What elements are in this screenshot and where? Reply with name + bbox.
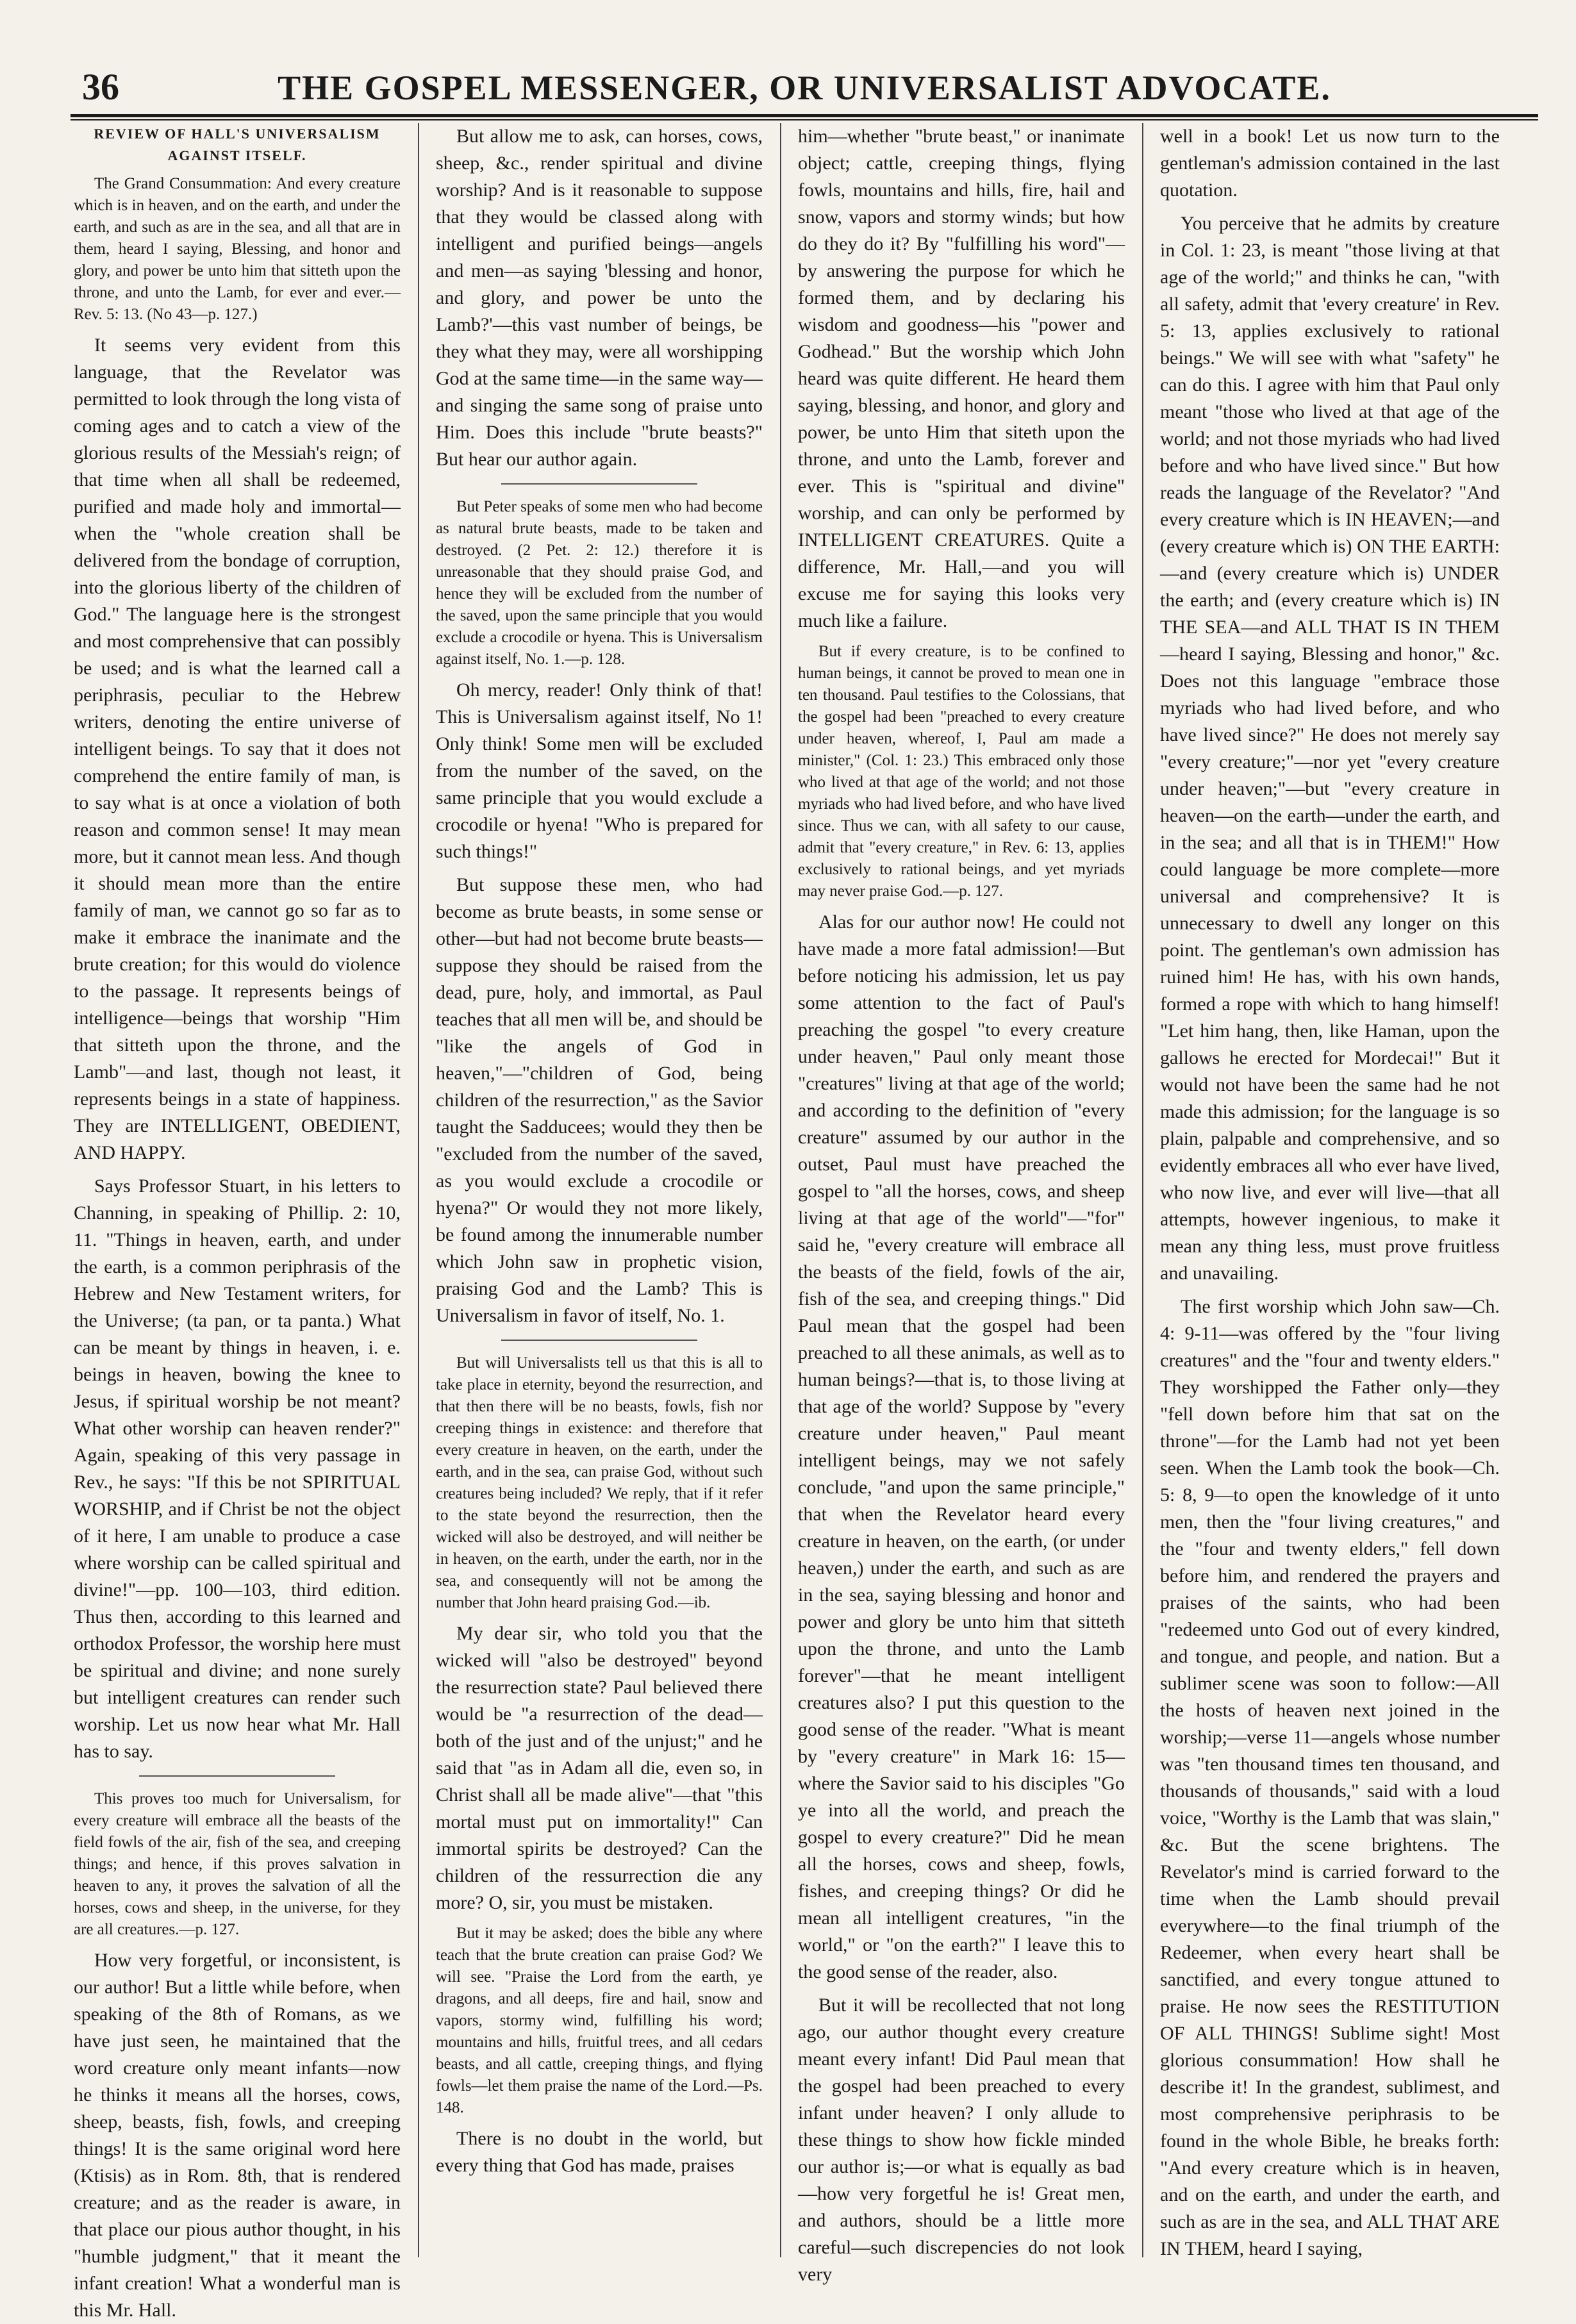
paragraph: It seems very evident from this language, that the Revelator was permitted to look through the long vista of coming ages and to catch a view of the glorious results of the Messiah's reign; of that time when all shall be redeemed, purified and made holy and immortal—when the "whole creation shall be delivered from the bondage of corruption, into the glorious liberty of the children of God." The language here is the strongest and most comprehensive that can possibly be used; and is what the learned call a periphrasis, peculiar to the Hebrew writers, denoting the entire universe of intelligent beings. To say that it does not comprehend the entire family of man, is to say what is at once a violation of both reason and common sense! It may mean more, but it cannot mean less. And though it should mean more than the entire family of man, we cannot go so far as to make it embrace the inanimate and the brute creation; for this would do violence to the passage. It represents beings of intelligence—beings that worship "Him that sitteth upon the throne, and the Lamb"—and last, though not least, it represents beings in a state of happiness. They are INTELLIGENT, OBEDIENT, AND HAPPY. xyxy=(74,335,401,1163)
masthead-rule-thick xyxy=(71,114,1538,117)
column-1 xyxy=(74,123,401,2321)
page-number: 36 xyxy=(82,66,119,108)
masthead-rule-thin xyxy=(71,119,1538,120)
paragraph: But allow me to ask, can horses, cows, sheep, &c., render spiritual and divine worship? And is it reasonable to suppose that they would be classed along with intelligent and purified beings—angels and men—as saying 'blessing and honor, and glory, and power be unto the Lamb?'—this vast number of beings, be they what they may, were all worshipping God at the same time—in the same way—and singing the same song of praise unto Him. Does this include "brute beasts?" But hear our author again. xyxy=(436,126,763,470)
paragraph: Says Professor Stuart, in his letters to Channing, in speaking of Phillip. 2: 10, 11. "Things in heaven, earth, and under the earth, is a common periphrasis of the Hebrew and New Testament writers, for the Universe; (ta pan, or ta panta.) What can be meant by things in heaven, i. e. beings in heaven, bowing the knee to Jesus, if spiritual worship be not meant? What other worship can heaven render?" Again, speaking of this very passage in Rev., he says: "If this be not SPIRITUAL WORSHIP, and if Christ be not the object of it here, I am unable to produce a case where worship can be called spiritual and divine!"—pp. 100—103, third edition. Thus then, according to this learned and orthodox Professor, the worship here must be spiritual and divine; and none surely but intelligent creatures can render such worship. Let us now hear what Mr. Hall has to say. xyxy=(74,1175,401,1762)
article-heading: REVIEW OF HALL'S UNIVERSALISM AGAINST ITSELF. xyxy=(94,126,381,163)
quoted-passage: But it may be asked; does the bible any where teach that the brute creation can praise God? We will see. "Praise the Lord from the earth, ye dragons, and all deeps, fire and hail, snow and vapors, stormy wind, fulfilling his word; mountains and hills, fruitful trees, and all cedars beasts, and all cattle, creeping things, and flying fowls—let them praise the name of the Lord.—Ps. 148. xyxy=(436,1925,763,2116)
column-2 xyxy=(436,123,763,2264)
quoted-passage: But Peter speaks of some men who had become as natural brute beasts, made to be taken and destroyed. (2 Pet. 2: 12.) therefore it is unreasonable that they should praise God, and hence they will be excluded from the number of the saved, upon the same principle that you would exclude a crocodile or hyena. This is Universalism against itself, No. 1.—p. 128. xyxy=(436,498,763,668)
column-3 xyxy=(798,123,1125,2285)
quoted-passage: This proves too much for Universalism, for every creature will embrace all the beasts of the field fowls of the air, fish of the sea, and creeping things; and hence, if this proves salvation in heaven to any, it proves the salvation of all the horses, cows and sheep, in the universe, for they are all creatures.—p. 127. xyxy=(74,1790,401,1938)
quoted-passage: But if every creature, is to be confined to human beings, it cannot be proved to mean one in ten thousand. Paul testifies to the Colossians, that the gospel had been "preached to every creature under heaven, whereof, I, Paul am made a minister," (Col. 1: 23.) This embraced only those who lived at that age of the world; and not those myriads who had lived before, and who have lived since. Thus we can, with all safety to our cause, admit that "every creature," in Rev. 6: 13, applies exclusively to rational beings, and yet myriads may never praise God.—p. 127. xyxy=(798,643,1125,900)
paragraph: You perceive that he admits by creature in Col. 1: 23, is meant "those living at that age of the world;" and thinks he can, "with all safety, admit that 'every creature' in Rev. 5: 13, applies exclusively to rational beings." We will see with what "safety" he can do this. I agree with him that Paul only meant "those who lived at that age of the world; and not those myriads who had lived before and who have lived since." But how reads the language of the Revelator? "And every creature which is IN HEAVEN;—and (every creature which is) ON THE EARTH:—and (every creature which is) UNDER the earth; and (every creature which is) IN THE SEA—and ALL THAT IS IN THEM—heard I saying, Blessing and honor," &c. Does not this language "embrace those myriads who had lived before, and who have lived since?" He does not merely say "every creature;"—nor yet "every creature under heaven;"—but "every creature in heaven—on the earth—under the earth, and in the sea; and all that is in THEM!" How could language be more complete—more universal and comprehensive? It is unnecessary to dwell any longer on this point. The gentleman's own admission has ruined him! He has, with his own hands, formed a rope with which to hang himself! "Let him hang, then, like Haman, upon the gallows he erected for Mordecai!" But it would not have been the same had he not made this admission; for the language is so plain, palpable and comprehensive, and so evidently embraces all who ever have lived, who now live, and ever will live—that all attempts, however ingenious, to make it mean any thing less, must prove fruitless and unavailing. xyxy=(1160,213,1500,1284)
paragraph: My dear sir, who told you that the wicked will "also be destroyed" beyond the resurrection state? Paul believed there would be "a resurrection of the dead—both of the just and of the unjust;" and he said that "as in Adam all die, even so, in Christ shall all be made alive"—that "this mortal must put on immortality!" Can immortal spirits be destroyed? Can the children of the ressurrection die any more? O, sir, you must be mistaken. xyxy=(436,1623,763,1913)
paragraph: The first worship which John saw—Ch. 4: 9-11—was offered by the "four living creatures" and the "four and twenty elders." They worshipped the Father only—they "fell down before him that sat on the throne"—for the Lamb had not yet been seen. When the Lamb took the book—Ch. 5: 8, 9—to open the knowledge of it unto men, then the "four living creatures," and the "four and twenty elders," fell down before him, and rendered the prayers and praises of the saints, who had been "redeemed unto God out of every kindred, and tongue, and people, and nation. But a sublimer scene was soon to follow:—All the hosts of heaven next joined in the worship;—verse 11—angels whose number was "ten thousand times ten thousand, and thousands of thousands," said with a loud voice, "Worthy is the Lamb that was slain," &c. But the scene brightens. The Revelator's mind is carried forward to the time when the Lamb should prevail everywhere—to the final triumph of the Redeemer, when every heart shall be sanctified, and every tongue attuned to praise. He now sees the RESTITUTION OF ALL THINGS! Sublime sight! Most glorious consummation! How shall he describe it! In the grandest, sublimest, and most comprehensive periphrasis to be found in the whole Bible, he breaks forth: "And every creature which is in heaven, and on the earth, and under the earth, and such as are in the sea, and ALL THAT ARE IN THEM, heard I saying, xyxy=(1160,1296,1500,2259)
epigraph: The Grand Consummation: And every creature which is in heaven, and on the earth, and under the earth, and such as are in the sea, and all that are in them, heard I saying, Blessing, and honor and glory, and power be unto him that sitteth upon the throne, and unto the Lamb, for ever and ever.—Rev. 5: 13. (No 43—p. 127.) xyxy=(74,175,401,323)
column-divider xyxy=(418,123,419,2257)
newspaper-title: THE GOSPEL MESSENGER, OR UNIVERSALIST ADVOCATE. xyxy=(278,69,1331,107)
paragraph: him—whether "brute beast," or inanimate object; cattle, creeping things, flying fowls, mountains and hills, fire, hail and snow, vapors and stormy winds; but how do they do it? By "fulfilling his word"—by answering the purpose for which he formed them, and by declaring his wisdom and goodness—his "power and Godhead." But the worship which John heard was quite different. He heard them saying, blessing, and honor, and glory and power, be unto Him that siteth upon the throne, and unto the Lamb, forever and ever. This is "spiritual and divine" worship, and can only be performed by INTELLIGENT CREATURES. Quite a difference, Mr. Hall,—and you will excuse me for saying this looks very much like a failure. xyxy=(798,126,1125,631)
column-divider xyxy=(780,123,781,2257)
paragraph: But suppose these men, who had become as brute beasts, in some sense or other—but had not become brute beasts—suppose they should be raised from the dead, pure, holy, and immortal, as Paul teaches that all men will be, and should be "like the angels of God in heaven,"—"children of God, being children of the resurrection," as the Savior taught the Sadducees; would they then be "excluded from the number of the saved, as you would exclude a crocodile or hyena?" Or would they not more likely, be found among the innumerable number which John saw in prophetic vision, praising God and the Lamb? This is Universalism in favor of itself, No. 1. xyxy=(436,874,763,1326)
paragraph: How very forgetful, or inconsistent, is our author! But a little while before, when speaking of the 8th of Romans, as we have just seen, he maintained that the word creature only meant infants—now he thinks it means all the horses, cows, sheep, beasts, fish, fowls, and creeping things! It is the same original word here (Ktisis) as in Rom. 8th, that is rendered creature; and as the reader is aware, in that place our pious author thought, in his "humble judgment," that it meant the infant creation! What a wonderful man is this Mr. Hall. xyxy=(74,1950,401,2321)
quoted-passage: But will Universalists tell us that this is all to take place in eternity, beyond the resurrection, and that then there will be no beasts, fowls, fish nor creeping things in existence: and therefore that every creature in heaven, on the earth, under the earth, and in the sea, can praise God, without such creatures being included? We reply, that if it refer to the state beyond the resurrection, then the wicked will also be destroyed, and will neither be in heaven, on the earth, under the earth, nor in the sea, and consequently will not be among the number that John heard praising God.—ib. xyxy=(436,1354,763,1611)
article-columns xyxy=(74,123,1509,2321)
section-separator xyxy=(501,1340,697,1341)
paragraph: There is no doubt in the world, but every thing that God has made, praises xyxy=(436,2128,763,2176)
masthead xyxy=(71,64,1538,115)
paragraph: Oh mercy, reader! Only think of that! This is Universalism against itself, No 1! Only think! Some men will be excluded from the number of the saved, on the same principle that you would exclude a crocodile or hyena! "Who is prepared for such things!" xyxy=(436,679,763,862)
column-4 xyxy=(1160,123,1500,2264)
paragraph: Alas for our author now! He could not have made a more fatal admission!—But before noticing his admission, let us pay some attention to the fact of Paul's preaching the gospel "to every creature under heaven," Paul only meant those "creatures" living at that age of the world; and according to the definition of "every creature" assumed by our author in the outset, Paul must have preached the gospel to "all the horses, cows, and sheep living at that age of the world"—"for" said he, "every creature will embrace all the beasts of the field, fowls of the air, fish of the sea, and creeping things." Did Paul mean that the gospel had been preached to all these animals, as well as to human beings?—that is, to those living at that age of the world? Suppose by "every creature under heaven," Paul meant intelligent beings, may we not safely conclude, "and upon the same principle," that when the Revelator heard every creature in heaven, on the earth, (or under heaven,) under the earth, and such as are in the sea, saying blessing and honor and power and glory be unto him that sitteth upon the throne, and unto the Lamb forever"—that he meant intelligent creatures also? I put this question to the good sense of the reader. "What is meant by "every creature" in Mark 16: 15—where the Savior said to his disciples "Go ye into all the world, and preach the gospel to every creature?" Did he mean all the horses, cows and sheep, fowls, fishes, and creeping things? Or did he mean all intelligent creatures, "in the world," or "on the earth?" I leave this to the good sense of the reader, also. xyxy=(798,911,1125,1982)
section-separator xyxy=(139,1775,335,1777)
paragraph: well in a book! Let us now turn to the gentleman's admission contained in the last quotation. xyxy=(1160,126,1500,201)
paragraph: But it will be recollected that not long ago, our author thought every creature meant every infant! Did Paul mean that the gospel had been preached to every infant under heaven? I only allude to these things to show how fickle minded our author is;—or what is equally as bad —how very forgetful he is! Great men, and authors, should be a little more careful—such discrepencies do not look very xyxy=(798,1995,1125,2285)
section-separator xyxy=(501,483,697,485)
column-divider xyxy=(1142,123,1143,2257)
